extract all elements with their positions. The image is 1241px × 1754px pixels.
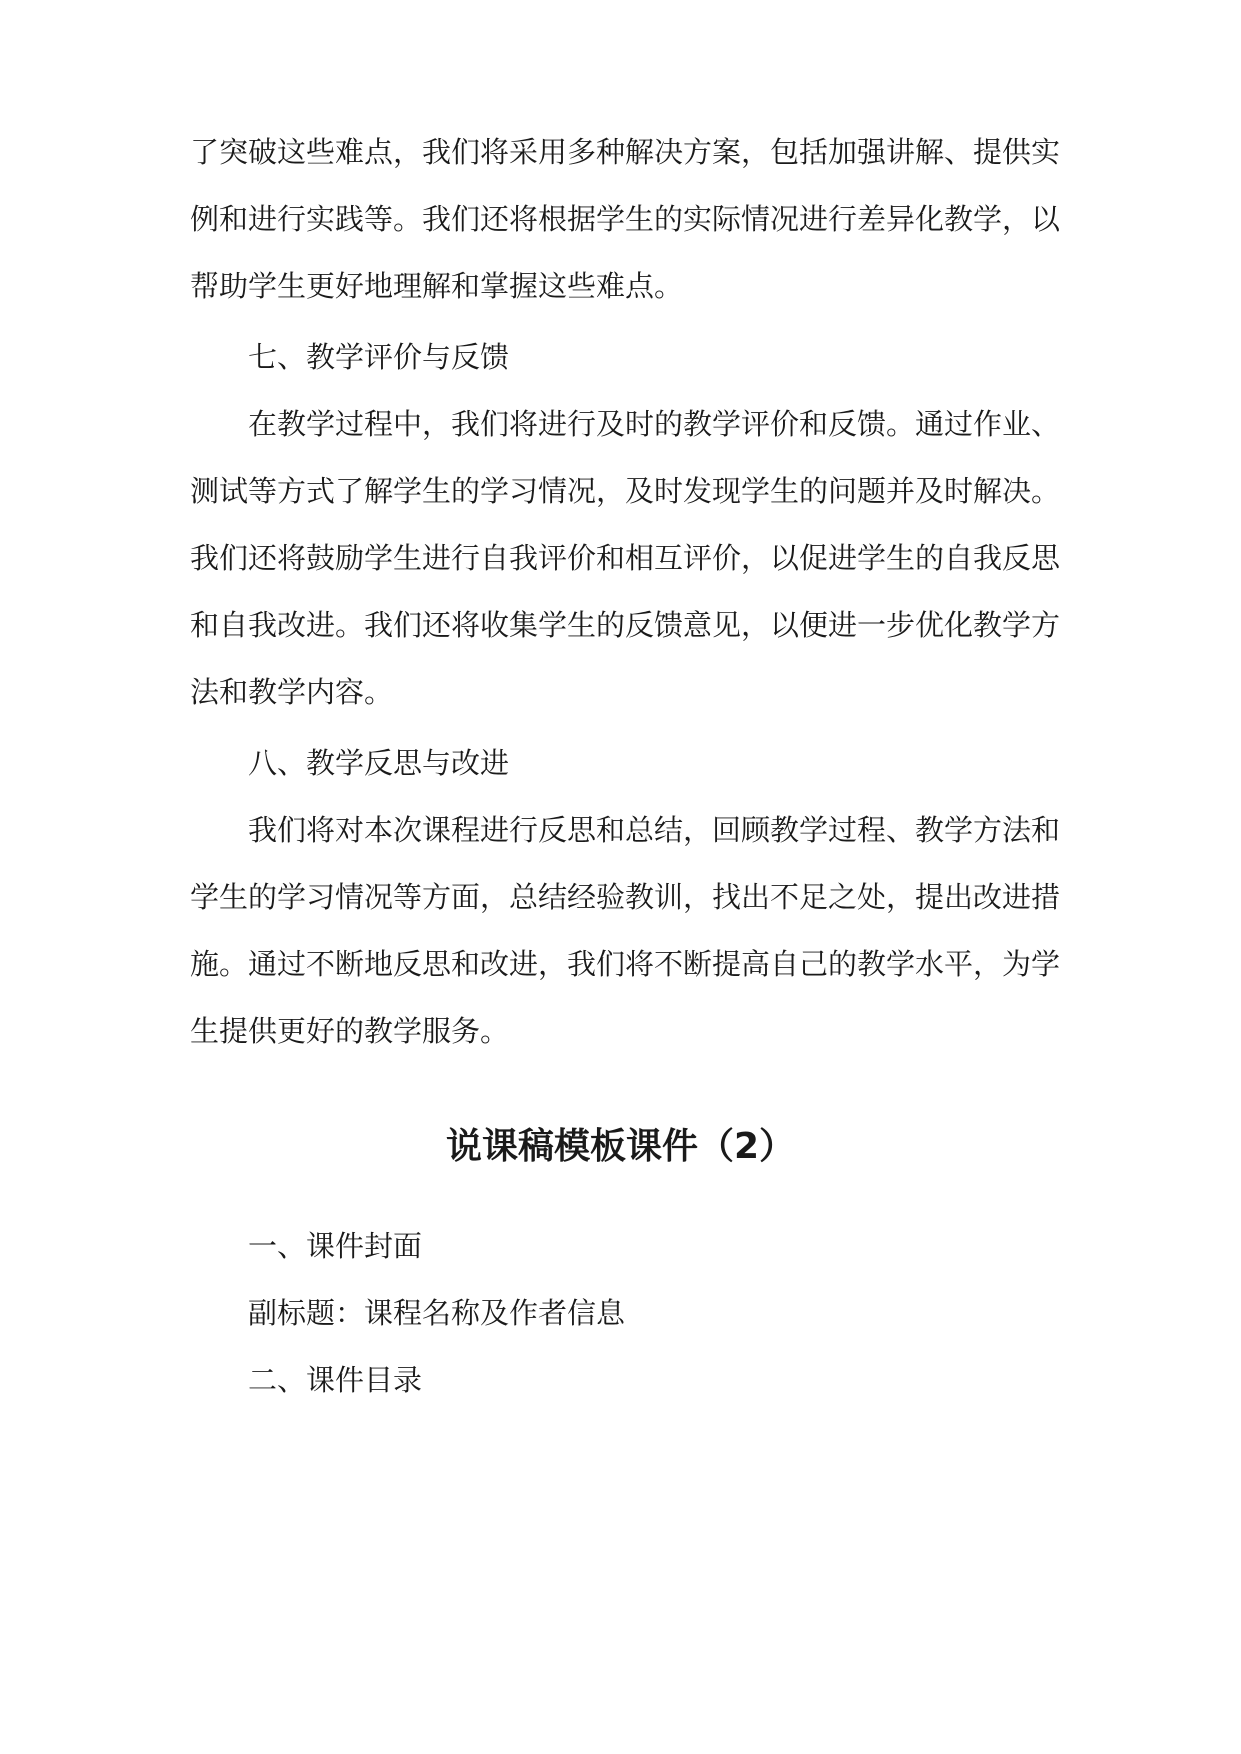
paragraph-line: 我们将对本次课程进行反思和总结，回顾教学过程、教学方法和 [248,813,1061,847]
paragraph-line: 和自我改进。我们还将收集学生的反馈意见，以便进一步优化教学方 [190,608,1061,642]
paragraph-line: 我们还将鼓励学生进行自我评价和相互评价，以促进学生的自我反思 [190,541,1061,575]
paragraph-line: 施。通过不断地反思和改进，我们将不断提高自己的教学水平，为学 [190,947,1061,981]
section-title: 说课稿模板课件（2） [445,1126,796,1167]
paragraph-line: 例和进行实践等。我们还将根据学生的实际情况进行差异化教学，以 [190,202,1061,236]
paragraph-line: 帮助学生更好地理解和掌握这些难点。 [190,269,684,303]
paragraph-line: 了突破这些难点，我们将采用多种解决方案，包括加强讲解、提供实 [190,135,1061,169]
subsection-heading-2: 二、课件目录 [248,1363,423,1397]
paragraph-line: 法和教学内容。 [190,675,394,709]
paragraph-line: 在教学过程中，我们将进行及时的教学评价和反馈。通过作业、 [248,407,1061,441]
paragraph-line: 学生的学习情况等方面，总结经验教训，找出不足之处，提出改进措 [190,880,1061,914]
section-heading-8: 八、教学反思与改进 [248,746,510,780]
subsection-heading-1: 一、课件封面 [248,1229,423,1263]
section-heading-7: 七、教学评价与反馈 [248,340,510,374]
paragraph-line: 测试等方式了解学生的学习情况，及时发现学生的问题并及时解决。 [190,474,1061,508]
subtitle-line: 副标题：课程名称及作者信息 [248,1296,626,1330]
paragraph-line: 生提供更好的教学服务。 [190,1014,510,1048]
